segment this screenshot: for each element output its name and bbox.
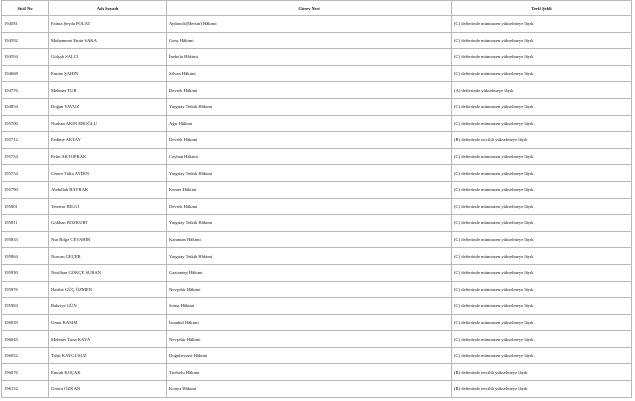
cell-terfi-sekli: (B) defterinde tercihli yükselmeye lâyık (452, 132, 632, 149)
cell-adi-soyadi: Mehmet TUR (49, 82, 167, 99)
cell-adi-soyadi: Pelin AKTOPRAK (49, 148, 167, 165)
cell-adi-soyadi: Nurhan AKIN EROĞLU (49, 115, 167, 132)
cell-adi-soyadi: Fatma Şeyda POLAT (49, 16, 167, 33)
table-row (2, 32, 632, 49)
cell-terfi-sekli: (C) defterinde mümtazen yükselmeye lâyık (452, 32, 632, 49)
cell-sicil-no: 195864 (2, 248, 49, 265)
table-row (2, 331, 632, 348)
cell-adi-soyadi: Gülşah SALCI (49, 49, 167, 66)
cell-sicil-no: 194592 (2, 32, 49, 49)
cell-gorev-yeri: Gaziantep Hâkimi (167, 264, 452, 281)
table-row (2, 65, 632, 82)
cell-terfi-sekli: (C) defterinde mümtazen yükselmeye lâyık (452, 65, 632, 82)
cell-terfi-sekli: (C) defterinde mümtazen yükselmeye lâyık (452, 165, 632, 182)
cell-sicil-no: 195833 (2, 231, 49, 248)
cell-gorev-yeri: Silvan Hâkimi (167, 65, 452, 82)
table-row (2, 364, 632, 381)
cell-gorev-yeri: Devrek Hâkimi (167, 132, 452, 149)
table-row (2, 98, 632, 115)
table-row (2, 314, 632, 331)
cell-adi-soyadi: Tahir KAYGUSUZ (49, 347, 167, 364)
cell-adi-soyadi: Nur Bilge CEVAHİR (49, 231, 167, 248)
cell-adi-soyadi: Gökhan BOZKURT (49, 215, 167, 232)
table-header-row (2, 1, 632, 16)
cell-gorev-yeri: Yargıtay Tetkik Hâkimi (167, 98, 452, 115)
cell-terfi-sekli: (C) defterinde mümtazen yükselmeye lâyık (452, 181, 632, 198)
cell-gorev-yeri: Aydıncık(Mersin) Hâkimi (167, 16, 452, 33)
table-row (2, 198, 632, 215)
table-row (2, 181, 632, 198)
cell-gorev-yeri: Devrek Hâkimi (167, 198, 452, 215)
header-adi-soyadi: Adı Soyadı (49, 1, 167, 16)
cell-terfi-sekli: (C) defterinde mümtazen yükselmeye lâyık (452, 314, 632, 331)
header-sicil-no: Sicil No (2, 1, 49, 16)
cell-gorev-yeri: Nevşehir Hâkimi (167, 331, 452, 348)
cell-sicil-no: 195984 (2, 298, 49, 315)
cell-sicil-no: 194668 (2, 65, 49, 82)
table-row (2, 347, 632, 364)
cell-terfi-sekli: (C) defterinde mümtazen yükselmeye lâyık (452, 264, 632, 281)
table-row (2, 381, 632, 398)
cell-terfi-sekli: (C) defterinde mümtazen yükselmeye lâyık (452, 281, 632, 298)
cell-sicil-no: 194776 (2, 82, 49, 99)
cell-adi-soyadi: Abdullah BAYRAK (49, 181, 167, 198)
cell-adi-soyadi: Hasibe GÜÇ ÖZMEN (49, 281, 167, 298)
cell-gorev-yeri: Konya Hâkimi (167, 381, 452, 398)
cell-gorev-yeri: Kemer Hâkimi (167, 181, 452, 198)
cell-adi-soyadi: Emrah KOÇAK (49, 364, 167, 381)
document-page (1, 0, 631, 400)
table-body (2, 16, 632, 398)
cell-gorev-yeri: Tirebolu Hâkimi (167, 364, 452, 381)
cell-sicil-no: 195790 (2, 181, 49, 198)
table-row (2, 165, 632, 182)
cell-sicil-no: 195801 (2, 198, 49, 215)
header-terfi-sekli: Terfi Şekli (452, 1, 632, 16)
cell-sicil-no: 195976 (2, 281, 49, 298)
table-row (2, 148, 632, 165)
cell-terfi-sekli: (C) defterinde mümtazen yükselmeye lâyık (452, 198, 632, 215)
table-row (2, 132, 632, 149)
cell-gorev-yeri: Yargıtay Tetkik Hâkimi (167, 165, 452, 182)
cell-terfi-sekli: (C) defterinde mümtazen yükselmeye lâyık (452, 98, 632, 115)
cell-terfi-sekli: (C) defterinde mümtazen yükselmeye lâyık (452, 115, 632, 132)
cell-sicil-no: 195930 (2, 264, 49, 281)
table-row (2, 82, 632, 99)
cell-adi-soyadi: Nurcan GEÇER (49, 248, 167, 265)
table-row (2, 49, 632, 66)
cell-terfi-sekli: (C) defterinde mümtazen yükselmeye lâyık (452, 16, 632, 33)
cell-terfi-sekli: (C) defterinde mümtazen yükselmeye lâyık (452, 49, 632, 66)
cell-sicil-no: 196039 (2, 314, 49, 331)
cell-gorev-yeri: Ceyhan Hâkimi (167, 148, 452, 165)
cell-gorev-yeri: Yargıtay Tetkik Hâkimi (167, 248, 452, 265)
cell-gorev-yeri: Nevşehir Hâkimi (167, 281, 452, 298)
cell-terfi-sekli: (C) defterinde mümtazen yükselmeye lâyık (452, 231, 632, 248)
table-row (2, 264, 632, 281)
cell-gorev-yeri: Karaman Hâkimi (167, 231, 452, 248)
table-row (2, 298, 632, 315)
cell-adi-soyadi: Mehmet Tuna KAYA (49, 331, 167, 348)
cell-adi-soyadi: Doğan YAVUZ (49, 98, 167, 115)
cell-adi-soyadi: Cenen Tülin AYDIN (49, 165, 167, 182)
cell-sicil-no: 195700 (2, 115, 49, 132)
cell-sicil-no: 196052 (2, 347, 49, 364)
cell-adi-soyadi: Gonca ÖZKAN (49, 381, 167, 398)
cell-gorev-yeri: İnebolu Hâkimi (167, 49, 452, 66)
cell-sicil-no: 195734 (2, 148, 49, 165)
cell-gorev-yeri: Devrek Hâkimi (167, 82, 452, 99)
cell-sicil-no: 194581 (2, 16, 49, 33)
cell-terfi-sekli: (C) defterinde mümtazen yükselmeye lâyık (452, 215, 632, 232)
cell-terfi-sekli: (B) defterinde tercihli yükselmeye lâyık (452, 381, 632, 398)
table-row (2, 281, 632, 298)
cell-sicil-no: 196045 (2, 331, 49, 348)
table-row (2, 115, 632, 132)
cell-gorev-yeri: Soma Hâkimi (167, 298, 452, 315)
cell-adi-soyadi: Fadime AKTAY (49, 132, 167, 149)
cell-sicil-no: 196076 (2, 364, 49, 381)
table-row (2, 16, 632, 33)
cell-adi-soyadi: Nesilhan GÖKÇE SURAN (49, 264, 167, 281)
cell-gorev-yeri: Yargıtay Tetkik Hâkimi (167, 215, 452, 232)
cell-adi-soyadi: Umut KASIM (49, 314, 167, 331)
cell-sicil-no: 195811 (2, 215, 49, 232)
cell-sicil-no: 196152 (2, 381, 49, 398)
cell-sicil-no: 194594 (2, 49, 49, 66)
promotion-table (1, 0, 632, 398)
cell-terfi-sekli: (C) defterinde mümtazen yükselmeye lâyık (452, 347, 632, 364)
cell-adi-soyadi: Teremır BİLGİ (49, 198, 167, 215)
header-gorev-yeri: Görev Yeri (167, 1, 452, 16)
cell-terfi-sekli: (C) defterinde mümtazen yükselmeye lâyık (452, 331, 632, 348)
cell-gorev-yeri: Genç Hâkimi (167, 32, 452, 49)
cell-sicil-no: 194854 (2, 98, 49, 115)
cell-gorev-yeri: Doğubeyazıt Hâkimi (167, 347, 452, 364)
cell-gorev-yeri: İstanbul Hâkimi (167, 314, 452, 331)
cell-adi-soyadi: Bahriye GÜN (49, 298, 167, 315)
cell-terfi-sekli: (A) defterinde yükselmeye lâyık (452, 82, 632, 99)
cell-terfi-sekli: (C) defterinde mümtazen yükselmeye lâyık (452, 298, 632, 315)
table-row (2, 215, 632, 232)
cell-gorev-yeri: Ağrı Hâkimi (167, 115, 452, 132)
cell-terfi-sekli: (C) defterinde mümtazen yükselmeye lâyık (452, 248, 632, 265)
cell-sicil-no: 195754 (2, 165, 49, 182)
table-row (2, 248, 632, 265)
cell-terfi-sekli: (B) defterinde tercihli yükselmeye lâyık (452, 364, 632, 381)
table-row (2, 231, 632, 248)
cell-adi-soyadi: Emine ŞAHİN (49, 65, 167, 82)
cell-adi-soyadi: Muhammet Emin SAKA (49, 32, 167, 49)
cell-terfi-sekli: (C) defterinde mümtazen yükselmeye lâyık (452, 148, 632, 165)
cell-sicil-no: 195712 (2, 132, 49, 149)
